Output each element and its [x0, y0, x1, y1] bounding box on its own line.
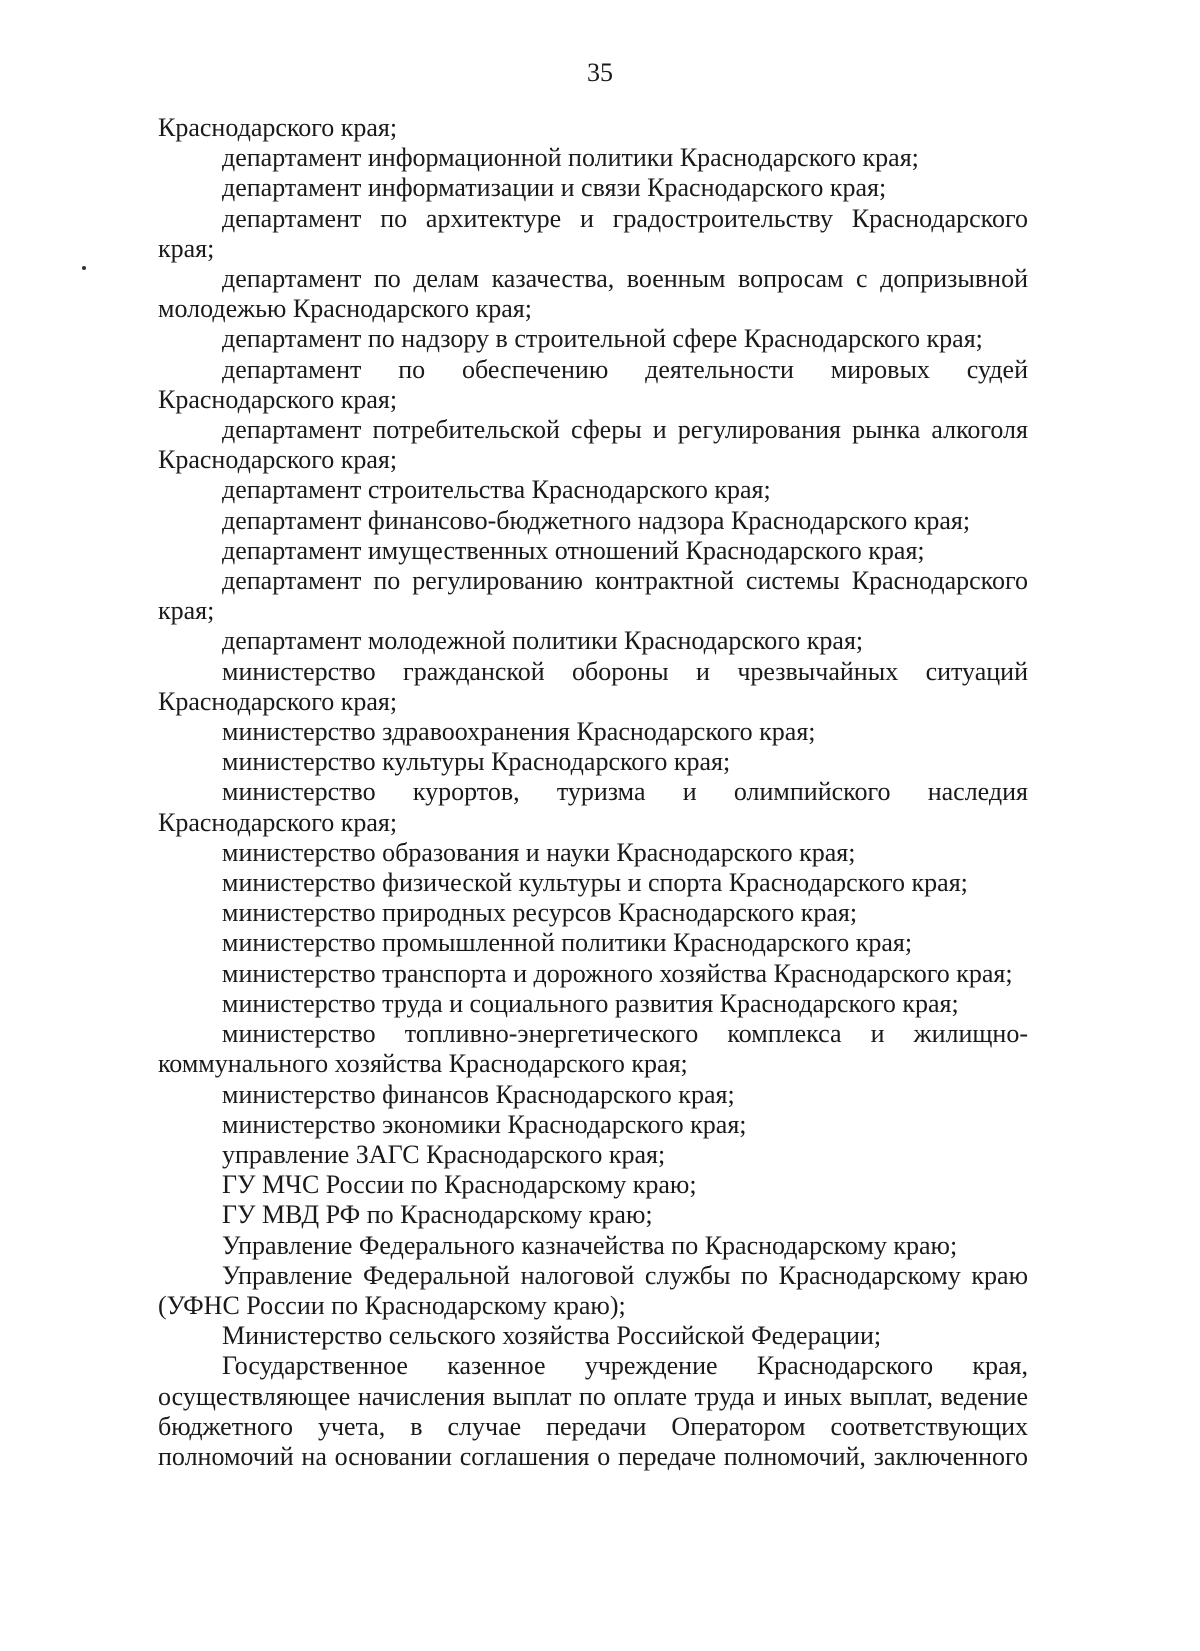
list-paragraph: Управление Федеральной налоговой службы по Краснодарскому краю (УФНС России по Краснодарскому краю);: [158, 1260, 1028, 1320]
list-paragraph: Государственное казенное учреждение Краснодарского края, осуществляющее начисления выплат по оплате труда и иных выплат, ведение бюджетного учета, в случае передачи Оператором соответствующих полномочий на основании соглашения о передаче полномочий, заключенного: [158, 1351, 1028, 1471]
list-paragraph: министерство промышленной политики Краснодарского края;: [222, 928, 913, 958]
list-paragraph: министерство гражданской обороны и чрезвычайных ситуаций Краснодарского края;: [158, 656, 1028, 716]
document-body: [158, 113, 1028, 1472]
list-paragraph: управление ЗАГС Краснодарского края;: [222, 1139, 666, 1169]
list-paragraph: министерство труда и социального развития Краснодарского края;: [222, 988, 959, 1018]
list-paragraph: министерство финансов Краснодарского края;: [222, 1079, 735, 1109]
list-paragraph: Министерство сельского хозяйства Российской Федерации;: [222, 1321, 882, 1351]
list-paragraph: департамент информационной политики Краснодарского края;: [222, 143, 919, 173]
list-paragraph: департамент по регулированию контрактной системы Краснодарского края;: [158, 566, 1028, 626]
list-paragraph: департамент имущественных отношений Краснодарского края;: [222, 535, 925, 565]
list-paragraph: министерство природных ресурсов Краснодарского края;: [222, 898, 858, 928]
list-paragraph: департамент молодежной политики Краснодарского края;: [222, 626, 864, 656]
list-paragraph: министерство здравоохранения Краснодарского края;: [222, 717, 816, 747]
list-paragraph: Краснодарского края;: [158, 113, 398, 142]
scan-speck: [82, 266, 86, 270]
page-number: 35: [587, 58, 613, 87]
list-paragraph: департамент по обеспечению деятельности мировых судей Краснодарского края;: [158, 354, 1028, 414]
list-paragraph: ГУ МВД РФ по Краснодарскому краю;: [222, 1200, 653, 1230]
list-paragraph: министерство транспорта и дорожного хозяйства Краснодарского края;: [222, 958, 1013, 988]
list-paragraph: департамент финансово-бюджетного надзора Краснодарского края;: [222, 505, 971, 535]
list-paragraph: министерство физической культуры и спорта Краснодарского края;: [222, 868, 968, 898]
list-paragraph: Управление Федерального казначейства по Краснодарскому краю;: [222, 1230, 958, 1260]
list-paragraph: ГУ МЧС России по Краснодарскому краю;: [222, 1170, 697, 1200]
list-paragraph: министерство культуры Краснодарского края;: [222, 747, 731, 777]
list-paragraph: департамент по надзору в строительной сфере Краснодарского края;: [222, 324, 983, 354]
list-paragraph: министерство экономики Краснодарского края;: [222, 1109, 747, 1139]
list-paragraph: департамент потребительской сферы и регулирования рынка алкоголя Краснодарского края;: [158, 415, 1028, 475]
list-paragraph: министерство топливно-энергетического комплекса и жилищно-коммунального хозяйства Краснодарского края;: [158, 1019, 1028, 1079]
list-paragraph: министерство курортов, туризма и олимпийского наследия Краснодарского края;: [158, 777, 1028, 837]
list-paragraph: департамент по архитектуре и градостроительству Краснодарского края;: [158, 203, 1028, 263]
list-paragraph: министерство образования и науки Краснодарского края;: [222, 837, 856, 867]
list-paragraph: департамент строительства Краснодарского края;: [222, 475, 771, 505]
list-paragraph: департамент по делам казачества, военным вопросам с допризывной молодежью Краснодарского края;: [158, 264, 1028, 324]
list-paragraph: департамент информатизации и связи Краснодарского края;: [222, 173, 887, 203]
